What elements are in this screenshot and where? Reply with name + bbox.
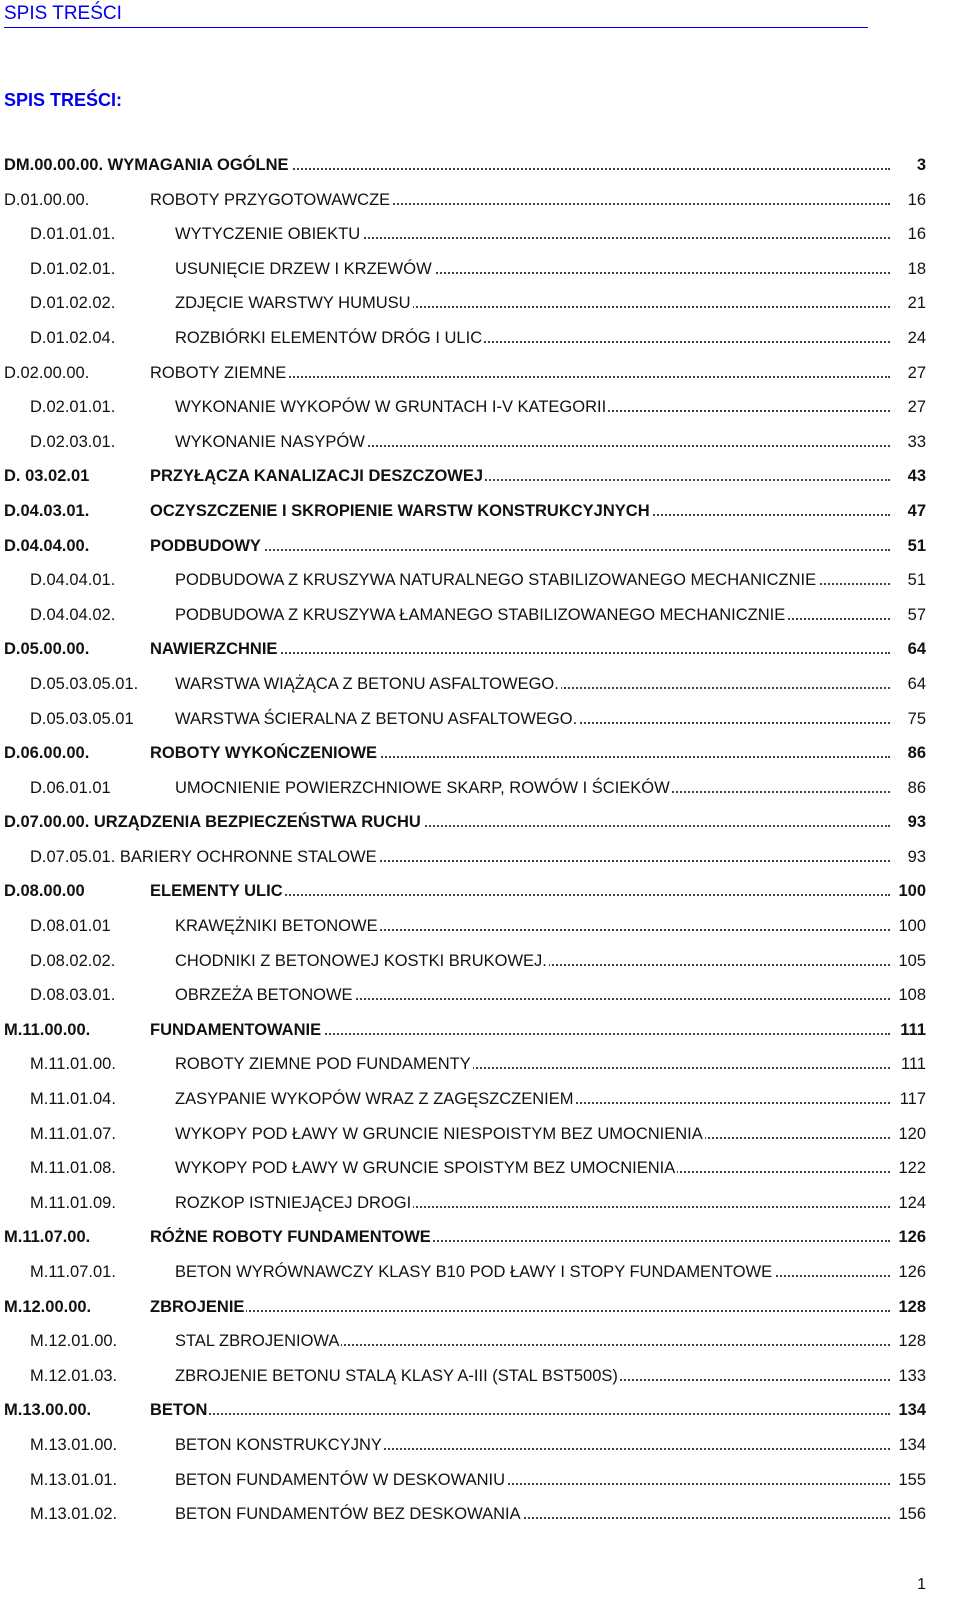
toc-entry-page: 3 (914, 154, 926, 176)
toc-entry-page: 24 (905, 327, 926, 349)
toc-entry[interactable] (0, 1123, 930, 1158)
toc-entry-title: NAWIERZCHNIE (150, 640, 278, 659)
toc-entry[interactable] (0, 189, 930, 224)
toc-entry-title: PODBUDOWY (150, 536, 261, 555)
toc-entry-code: M.13.01.02. (30, 1505, 118, 1524)
toc-entry-page: 75 (905, 708, 926, 730)
toc-entry[interactable] (0, 1088, 930, 1123)
dot-leader (150, 1413, 890, 1415)
toc-entry-code: M.11.01.00. (30, 1055, 116, 1074)
toc-entry-page: 120 (895, 1123, 926, 1145)
toc-entry-code: D.02.00.00. (4, 363, 90, 382)
toc-entry[interactable] (0, 950, 930, 985)
toc-entry[interactable] (0, 1157, 930, 1192)
toc-entry-page: 93 (905, 846, 926, 868)
toc-entry[interactable] (0, 327, 930, 362)
toc-entry-page: 51 (905, 569, 926, 591)
toc-entry-title: BETON (150, 1401, 208, 1420)
toc-entry-page: 124 (895, 1192, 926, 1214)
toc-entry-page: 134 (895, 1434, 926, 1456)
toc-entry-page: 155 (895, 1469, 926, 1491)
toc-entry-code: M.11.01.08. (30, 1159, 116, 1178)
toc-entry-page: 21 (905, 292, 926, 314)
toc-entry[interactable] (0, 915, 930, 950)
toc-entry[interactable] (0, 1330, 930, 1365)
toc-entry-title: UMOCNIENIE POWIERZCHNIOWE SKARP, ROWÓW I ŚCIEKÓW (175, 778, 670, 797)
dot-leader (150, 1310, 890, 1312)
toc-entry-page: 111 (897, 1019, 926, 1041)
toc-entry[interactable] (0, 1019, 930, 1054)
toc-entry-title: BETON KONSTRUKCYJNY (175, 1435, 382, 1454)
toc-entry[interactable] (0, 1434, 930, 1469)
toc-entry-title: PODBUDOWA Z KRUSZYWA NATURALNEGO STABILIZOWANEGO MECHANICZNIE (175, 571, 817, 590)
toc-entry-title: OCZYSZCZENIE I SKROPIENIE WARSTW KONSTRUKCYJNYCH (150, 501, 650, 520)
toc-entry[interactable] (0, 708, 930, 743)
toc-entry-page: 133 (895, 1365, 926, 1387)
toc-entry-code: M.12.01.00. (30, 1332, 118, 1351)
page-number: 1 (917, 1576, 926, 1593)
toc-entry-title: FUNDAMENTOWANIE (150, 1020, 322, 1039)
toc-entry-title: KRAWĘŻNIKI BETONOWE (175, 917, 378, 936)
toc-entry-code: D.01.00.00. (4, 190, 90, 209)
toc-entry[interactable] (0, 1261, 930, 1296)
toc-entry-code: D.07.05.01. BARIERY OCHRONNE STALOWE (30, 847, 377, 866)
toc-entry-code: D. 03.02.01 (4, 467, 90, 486)
toc-entry-code: M.13.00.00. (4, 1401, 92, 1420)
toc-entry-title: ELEMENTY ULIC (150, 882, 283, 901)
toc-entry-page: 126 (895, 1261, 926, 1283)
toc-entry-page: 93 (905, 811, 926, 833)
toc-entry-title: BETON FUNDAMENTÓW BEZ DESKOWANIA (175, 1505, 521, 1524)
toc-entry-page: 16 (905, 189, 926, 211)
toc-entry-title: WYKOPY POD ŁAWY W GRUNCIE NIESPOISTYM BEZ UMOCNIENIA (175, 1124, 703, 1143)
table-of-contents (0, 154, 930, 1538)
toc-entry-page: 47 (905, 500, 926, 522)
toc-entry-code: DM.00.00.00. WYMAGANIA OGÓLNE (4, 156, 289, 174)
toc-entry[interactable] (0, 604, 930, 639)
toc-entry-title: WYTYCZENIE OBIEKTU (175, 225, 361, 244)
toc-entry[interactable] (0, 1053, 930, 1088)
toc-entry[interactable] (0, 846, 930, 881)
toc-entry-title: USUNIĘCIE DRZEW I KRZEWÓW (175, 259, 432, 278)
toc-entry-page: 105 (895, 950, 926, 972)
toc-entry[interactable] (0, 1503, 930, 1538)
toc-entry[interactable] (0, 292, 930, 327)
toc-entry-title: ZDJĘCIE WARSTWY HUMUSU (175, 294, 411, 313)
toc-entry-title: CHODNIKI Z BETONOWEJ KOSTKI BRUKOWEJ. (175, 951, 547, 970)
toc-entry-code: M.12.00.00. (4, 1297, 92, 1316)
toc-entry-title: ROBOTY WYKOŃCZENIOWE (150, 744, 378, 763)
toc-entry-title: PRZYŁĄCZA KANALIZACJI DESZCZOWEJ (150, 467, 484, 486)
toc-entry[interactable] (0, 500, 930, 535)
toc-entry[interactable] (0, 1365, 930, 1400)
toc-entry-code: D.08.02.02. (30, 951, 116, 970)
toc-entry-code: D.04.04.01. (30, 571, 116, 590)
toc-entry-page: 111 (898, 1053, 926, 1075)
toc-entry-page: 33 (905, 431, 926, 453)
toc-entry-page: 51 (905, 535, 926, 557)
toc-entry[interactable] (0, 777, 930, 812)
toc-entry-code: D.05.03.05.01. (30, 674, 139, 693)
toc-entry[interactable] (0, 1399, 930, 1434)
toc-entry[interactable] (0, 673, 930, 708)
toc-entry-page: 86 (905, 777, 926, 799)
toc-entry-page: 100 (895, 880, 926, 902)
toc-entry-code: D.05.00.00. (4, 640, 90, 659)
toc-entry-title: ZBROJENIE (150, 1297, 245, 1316)
toc-entry[interactable] (0, 1192, 930, 1227)
toc-entry-page: 27 (905, 362, 926, 384)
toc-entry-title: WARSTWA ŚCIERALNA Z BETONU ASFALTOWEGO. (175, 709, 578, 728)
toc-entry-title: ROBOTY PRZYGOTOWAWCZE (150, 190, 391, 209)
toc-heading: SPIS TREŚCI: (4, 90, 123, 110)
toc-entry-code: D.01.02.04. (30, 328, 116, 347)
toc-entry[interactable] (0, 362, 930, 397)
toc-entry[interactable] (0, 1296, 930, 1331)
running-header: SPIS TREŚCI (4, 2, 868, 28)
toc-entry-page: 86 (905, 742, 926, 764)
toc-entry[interactable] (0, 258, 930, 293)
toc-entry-page: 128 (895, 1330, 926, 1352)
toc-entry-code: M.13.01.00. (30, 1435, 118, 1454)
toc-entry-code: D.04.03.01. (4, 501, 90, 520)
toc-entry-title: BETON WYRÓWNAWCZY KLASY B10 POD ŁAWY I STOPY FUNDAMENTOWE (175, 1263, 773, 1281)
toc-entry-title: ROBOTY ZIEMNE (150, 363, 287, 382)
toc-entry[interactable] (0, 431, 930, 466)
toc-entry-code: M.11.07.00. (4, 1228, 91, 1247)
toc-entry-title: RÓŻNE ROBOTY FUNDAMENTOWE (150, 1228, 431, 1247)
toc-entry-title: ROBOTY ZIEMNE POD FUNDAMENTY (175, 1055, 471, 1074)
toc-entry-title: WARSTWA WIĄŻĄCA Z BETONU ASFALTOWEGO. (175, 674, 559, 693)
toc-entry-page: 27 (905, 396, 926, 418)
toc-entry-code: M.11.01.04. (30, 1090, 116, 1109)
toc-entry-title: WYKONANIE WYKOPÓW W GRUNTACH I-V KATEGORII (175, 398, 607, 417)
toc-entry[interactable] (0, 535, 930, 570)
toc-entry-page: 43 (905, 465, 926, 487)
toc-entry-title: WYKONANIE NASYPÓW (175, 432, 365, 451)
toc-entry-title: ROZKOP ISTNIEJĄCEJ DROGI (175, 1193, 412, 1212)
toc-entry-title: BETON FUNDAMENTÓW W DESKOWANIU (175, 1470, 505, 1489)
toc-entry-title: ROZBIÓRKI ELEMENTÓW DRÓG I ULIC (175, 328, 483, 347)
toc-entry-code: D.02.03.01. (30, 432, 116, 451)
toc-entry-page: 18 (905, 258, 926, 280)
toc-entry-title: PODBUDOWA Z KRUSZYWA ŁAMANEGO STABILIZOWANEGO MECHANICZNIE (175, 605, 786, 624)
toc-entry-code: M.11.00.00. (4, 1020, 91, 1039)
toc-entry[interactable] (0, 569, 930, 604)
toc-entry-code: D.04.04.00. (4, 536, 90, 555)
toc-entry[interactable] (0, 1226, 930, 1261)
toc-entry-page: 64 (905, 673, 926, 695)
toc-entry-code: D.08.00.00 (4, 882, 85, 901)
toc-entry-code: D.05.03.05.01 (30, 709, 134, 728)
toc-entry[interactable] (0, 638, 930, 673)
toc-entry-code: D.01.02.02. (30, 294, 116, 313)
toc-entry-code: M.11.07.01. (30, 1263, 116, 1281)
toc-entry[interactable] (0, 396, 930, 431)
toc-entry[interactable] (0, 1469, 930, 1504)
toc-entry-title: ZBROJENIE BETONU STALĄ KLASY A-III (STAL BST500S) (175, 1366, 618, 1385)
toc-entry[interactable] (0, 465, 930, 500)
toc-entry-title: OBRZEŻA BETONOWE (175, 986, 353, 1005)
toc-entry-page: 126 (895, 1226, 926, 1248)
toc-entry-page: 100 (895, 915, 926, 937)
toc-entry-code: M.13.01.01. (30, 1470, 118, 1489)
toc-entry-code: D.07.00.00. URZĄDZENIA BEZPIECZEŃSTWA RUCHU (4, 813, 421, 832)
toc-entry-page: 16 (905, 223, 926, 245)
toc-entry[interactable] (0, 984, 930, 1019)
toc-entry[interactable] (0, 880, 930, 915)
toc-entry-code: D.02.01.01. (30, 398, 116, 417)
toc-entry-code: D.01.01.01. (30, 225, 116, 244)
toc-entry-title: ZASYPANIE WYKOPÓW WRAZ Z ZAGĘSZCZENIEM (175, 1090, 574, 1109)
toc-entry-page: 128 (895, 1296, 926, 1318)
toc-entry-code: M.12.01.03. (30, 1366, 118, 1385)
toc-entry-code: D.06.01.01 (30, 778, 111, 797)
toc-entry-page: 122 (895, 1157, 926, 1179)
toc-entry-code: D.04.04.02. (30, 605, 116, 624)
toc-entry-title: STAL ZBROJENIOWA (175, 1332, 340, 1351)
toc-entry-code: D.08.03.01. (30, 986, 116, 1005)
toc-entry[interactable] (0, 742, 930, 777)
toc-entry-code: M.11.01.09. (30, 1193, 116, 1212)
toc-entry[interactable] (0, 223, 930, 258)
toc-entry-page: 156 (895, 1503, 926, 1525)
toc-entry-page: 117 (897, 1088, 926, 1110)
toc-entry-code: M.11.01.07. (30, 1124, 116, 1143)
toc-entry-code: D.01.02.01. (30, 259, 116, 278)
toc-entry-page: 64 (905, 638, 926, 660)
toc-entry[interactable] (0, 154, 930, 189)
toc-entry-title: WYKOPY POD ŁAWY W GRUNCIE SPOISTYM BEZ UMOCNIENIA (175, 1159, 676, 1178)
toc-entry-page: 134 (895, 1399, 926, 1421)
toc-entry-code: D.08.01.01 (30, 917, 111, 936)
toc-entry-page: 57 (905, 604, 926, 626)
toc-entry[interactable] (0, 811, 930, 846)
toc-entry-page: 108 (895, 984, 926, 1006)
toc-entry-code: D.06.00.00. (4, 744, 90, 763)
